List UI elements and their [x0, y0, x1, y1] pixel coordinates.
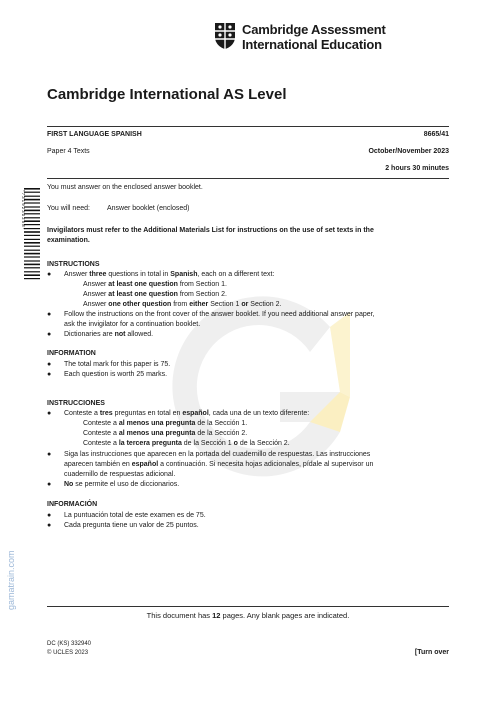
barcode-bar [24, 264, 40, 266]
barcode-digits: * 7 3 1 9 2 3 0 2 5 8 * [21, 190, 26, 230]
barcode-bar [24, 274, 40, 276]
document-code: DC (KS) 332940 [47, 641, 92, 647]
copyright: © UCLES 2023 [47, 650, 89, 656]
instruction-other-question: Answer one other question from either Section 1 or Section 2. [83, 301, 282, 308]
candidate-barcode [18, 188, 40, 282]
bullet-icon: ● [47, 481, 52, 488]
instruccion-seccion-1: Conteste a al menos una pregunta de la Sección 1. [83, 420, 248, 427]
barcode-bar [24, 256, 40, 257]
barcode-bar [24, 239, 40, 240]
information-heading: INFORMATION [47, 350, 96, 357]
barcode-bar [24, 271, 40, 272]
divider-middle [47, 178, 449, 179]
you-will-need-value: Answer booklet (enclosed) [107, 205, 190, 212]
cambridge-logo [214, 22, 464, 56]
info-question-worth: Each question is worth 25 marks. [64, 371, 168, 378]
instructions-heading: INSTRUCTIONS [47, 261, 100, 268]
barcode-bar [24, 250, 40, 251]
divider-bottom [47, 606, 449, 607]
instruccion-diccionarios: No se permite el uso de diccionarios. [64, 481, 180, 488]
barcode-bar [24, 242, 40, 244]
instruccion-portada-line-3: cuadernillo de respuestas adicional. [64, 471, 176, 478]
informacion-heading: INFORMACIÓN [47, 501, 98, 508]
instrucciones-heading: INSTRUCCIONES [47, 400, 105, 407]
bullet-icon: ● [47, 410, 52, 417]
bullet-icon: ● [47, 361, 52, 368]
instruccion-tercera-pregunta: Conteste a la tercera pregunta de la Sección 1 o de la Sección 2. [83, 440, 290, 447]
instruction-follow-cover-line-1: Follow the instructions on the front cover of the answer booklet. If you need additional answer paper, [64, 311, 375, 318]
bullet-icon: ● [47, 522, 52, 529]
barcode-bar [24, 235, 40, 236]
exam-session: October/November 2023 [368, 148, 449, 155]
instruction-section-1: Answer at least one question from Section 1. [83, 281, 227, 288]
info-total-mark: The total mark for this paper is 75. [64, 361, 171, 368]
instruccion-portada-line-1: Siga las instrucciones que aparecen en la portada del cuadernillo de respuestas. Las instrucciones [64, 451, 371, 458]
instruction-dictionaries: Dictionaries are not allowed. [64, 331, 154, 338]
bullet-icon: ● [47, 512, 52, 519]
shield-crest-icon [214, 22, 236, 50]
bullet-icon: ● [47, 371, 52, 378]
bullet-icon: ● [47, 331, 52, 338]
info-valor-pregunta: Cada pregunta tiene un valor de 25 puntos. [64, 522, 199, 529]
barcode-bar [24, 231, 40, 233]
subject-name: FIRST LANGUAGE SPANISH [47, 131, 142, 138]
divider-top [47, 126, 449, 127]
paper-code: 8665/41 [423, 131, 449, 138]
instruccion-seccion-2: Conteste a al menos una pregunta de la Sección 2. [83, 430, 248, 437]
instruction-section-2: Answer at least one question from Section 2. [83, 291, 227, 298]
invigilators-note-line-1: Invigilators must refer to the Additional Materials List for instructions on the use of set texts in the [47, 227, 374, 234]
info-puntuacion-total: La puntuación total de este examen es de 75. [64, 512, 206, 519]
bullet-icon: ● [47, 311, 52, 318]
paper-name: Paper 4 Texts [47, 148, 90, 155]
qualification-title: Cambridge International AS Level [47, 86, 287, 103]
you-will-need-label: You will need: [47, 205, 90, 212]
instruction-follow-cover-line-2: ask the invigilator for a continuation booklet. [64, 321, 201, 328]
instruccion-tres-preguntas: Conteste a tres preguntas en total en español, cada una de un texto diferente: [64, 410, 310, 417]
instruction-answer-three: Answer three questions in total in Spanish, each on a different text: [64, 271, 275, 278]
barcode-bar [24, 278, 40, 279]
page-count-note: This document has 12 pages. Any blank pages are indicated. [146, 611, 350, 620]
barcode-bar [24, 253, 40, 255]
bullet-icon: ● [47, 451, 52, 458]
exam-duration: 2 hours 30 minutes [385, 165, 449, 172]
logo-line-1: Cambridge Assessment [242, 22, 386, 37]
gamatrain-side-watermark [2, 518, 18, 614]
barcode-bar [24, 267, 40, 268]
barcode-bar [24, 246, 40, 247]
instruccion-portada-line-2: aparecen también en español a continuación. Si necesita hojas adicionales, pídale al supervisor un [64, 461, 374, 468]
bullet-icon: ● [47, 271, 52, 278]
answer-booklet-note: You must answer on the enclosed answer booklet. [47, 184, 203, 191]
logo-line-2: International Education [242, 37, 382, 52]
turn-over-label: [Turn over [414, 649, 449, 656]
invigilators-note-line-2: examination. [47, 237, 90, 244]
barcode-bar [24, 260, 40, 261]
svg-text:gamatrain.com: gamatrain.com [6, 550, 16, 610]
